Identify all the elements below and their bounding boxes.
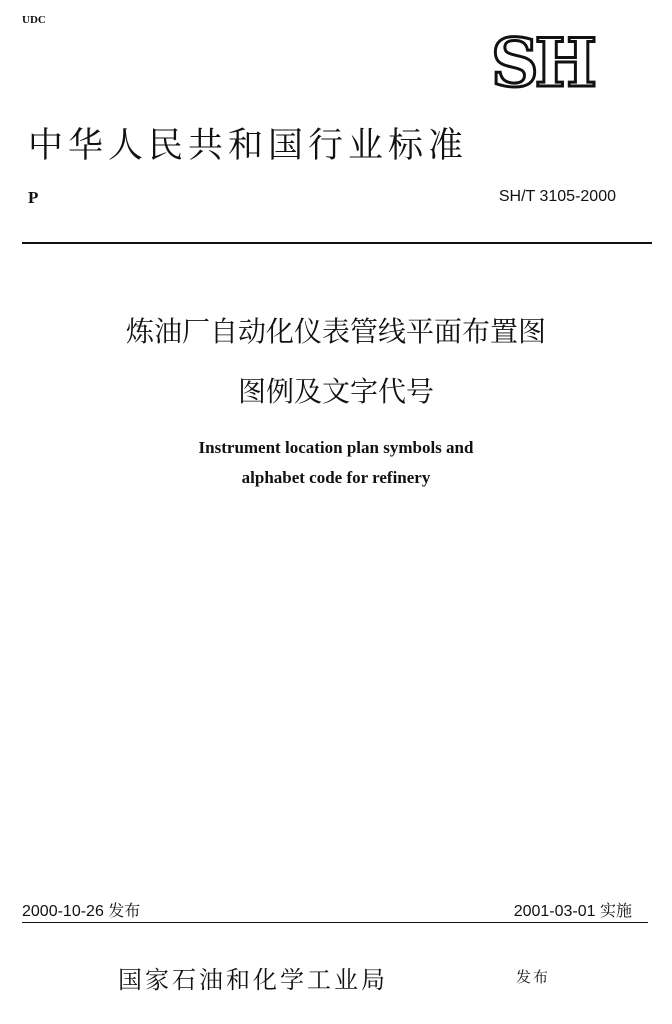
standard-number: SH/T 3105-2000 xyxy=(498,188,616,205)
classification-code: P xyxy=(28,188,39,207)
svg-text:SH: SH xyxy=(490,30,594,94)
document-title-line-2: 图例及文字代号 xyxy=(237,375,434,408)
footer-divider xyxy=(22,922,648,923)
english-title-line-1: Instrument location plan symbols and xyxy=(198,438,474,457)
document-title-line-1: 炼油厂自动化仪表管线平面布置图 xyxy=(125,315,546,348)
header-divider xyxy=(22,242,652,244)
english-title-line-2: alphabet code for refinery xyxy=(241,468,431,487)
effective-date: 2001-03-01 实施 xyxy=(513,903,632,920)
sh-logo xyxy=(472,30,612,94)
publish-date: 2000-10-26 发布 xyxy=(22,903,141,920)
udc-label: UDC xyxy=(22,14,46,26)
standard-category-title: 中华人民共和国行业标准 xyxy=(28,126,469,166)
issuing-authority: 国家石油和化学工业局 xyxy=(118,966,388,994)
issuing-verb: 发布 xyxy=(516,968,551,986)
